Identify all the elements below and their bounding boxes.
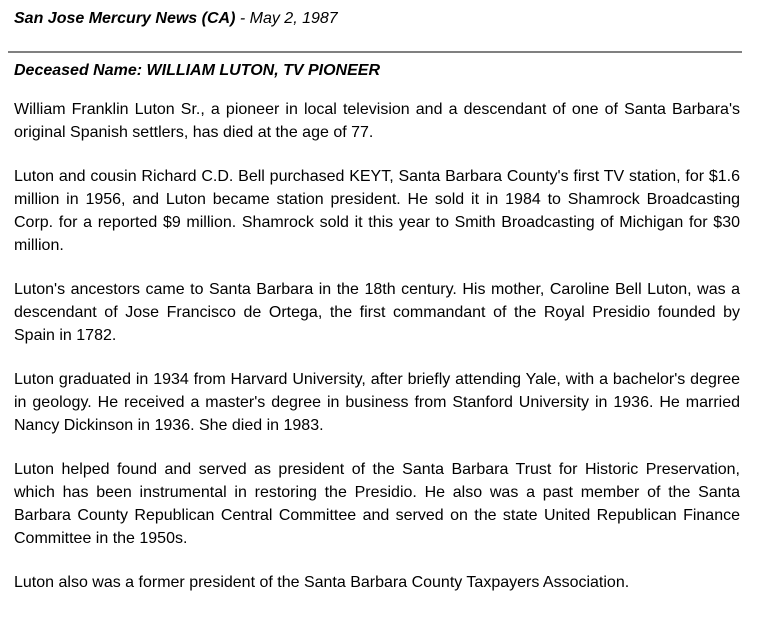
article-body: [14, 98, 740, 615]
article-paragraph-6: Luton also was a former president of the Santa Barbara County Taxpayers Association.: [14, 574, 630, 591]
header-divider: [8, 51, 742, 53]
publication-date: - May 2, 1987: [235, 10, 338, 27]
article-paragraph-2: Luton and cousin Richard C.D. Bell purchased KEYT, Santa Barbara County's first TV station, for $1.6 million in 1956, and Luton became station president. He sold it in 1984 to Shamrock Broadcasting Corp. for a reported $9 million. Shamrock sold it this year to Smith Broadcasting of Michigan for $30 million.: [14, 168, 740, 254]
article-paragraph-5: Luton helped found and served as president of the Santa Barbara Trust for Historic Preservation, which has been instrumental in restoring the Presidio. He also was a past member of the Santa Barbara County Republican Central Committee and served on the state United Republican Finance Committee in the 1950s.: [14, 461, 740, 547]
article-paragraph-1: William Franklin Luton Sr., a pioneer in local television and a descendant of one of Santa Barbara's original Spanish settlers, has died at the age of 77.: [14, 101, 740, 141]
article-header: [14, 10, 338, 28]
article-paragraph-3: Luton's ancestors came to Santa Barbara in the 18th century. His mother, Caroline Bell Luton, was a descendant of Jose Francisco de Ortega, the first commandant of the Royal Presidio founded by Spain in 1782.: [14, 281, 740, 344]
deceased-name-heading: Deceased Name: WILLIAM LUTON, TV PIONEER: [14, 62, 380, 79]
article-paragraph-4: Luton graduated in 1934 from Harvard University, after briefly attending Yale, with a bachelor's degree in geology. He received a master's degree in business from Stanford University in 1936. He married Nancy Dickinson in 1936. She died in 1983.: [14, 371, 740, 434]
newspaper-name: San Jose Mercury News (CA): [14, 10, 236, 27]
